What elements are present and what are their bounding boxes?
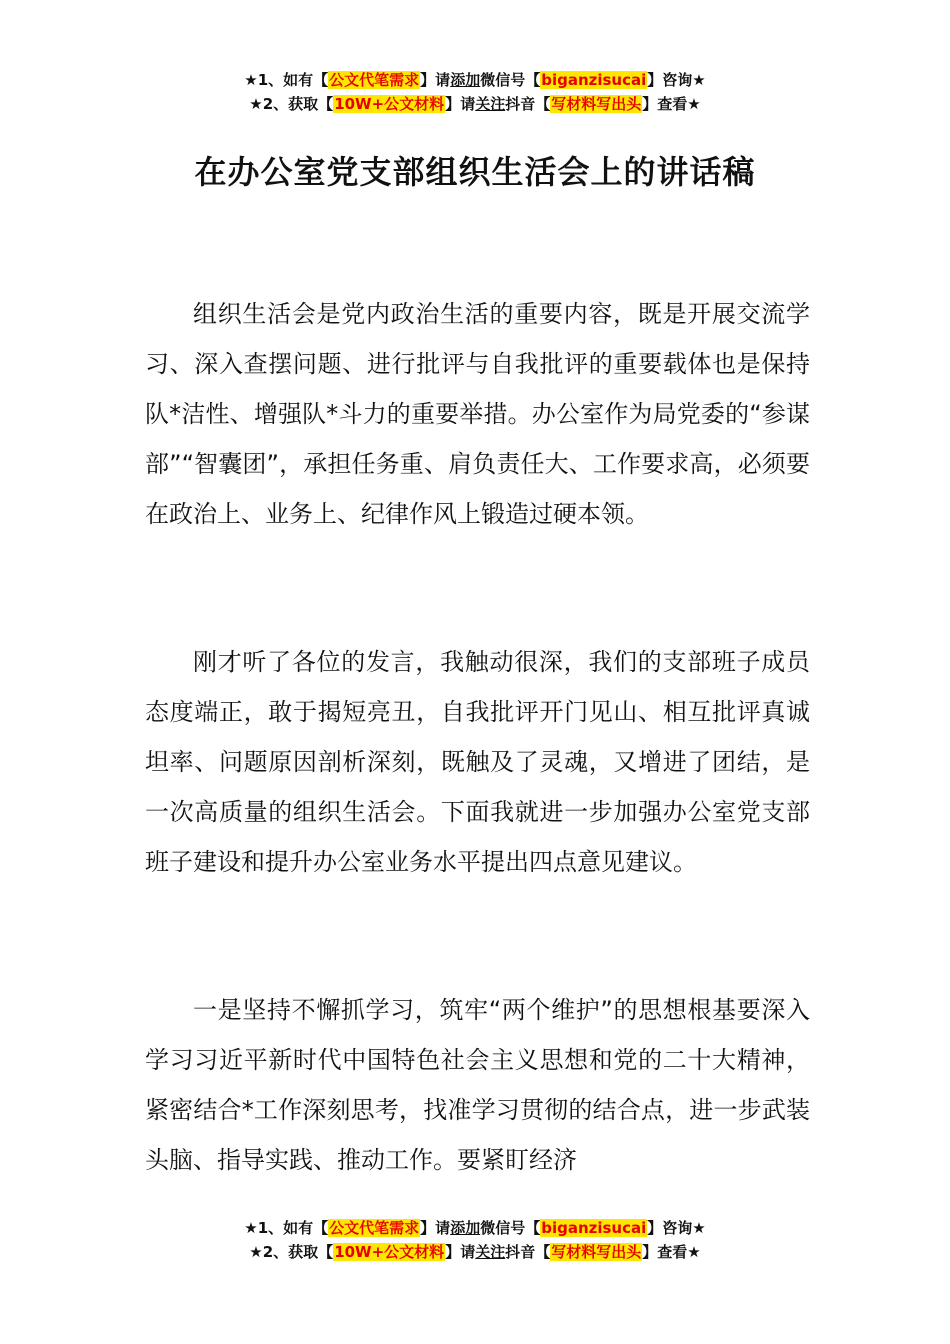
footer-line-2-mid: 】请 [445, 1243, 476, 1261]
header-line-1-mid: 】请 [420, 71, 451, 89]
header-highlight-wechat: biganzisucai [541, 71, 647, 89]
footer-line-2-suffix: 】查看★ [642, 1243, 701, 1261]
footer-underlined-add: 添加 [450, 1219, 481, 1237]
header-line-2-suffix: 】查看★ [642, 95, 701, 113]
footer-line-1-suffix: 】咨询★ [647, 1219, 706, 1237]
footer-highlight-wechat: biganzisucai [541, 1219, 647, 1237]
footer-highlight-materials: 10W+公文材料 [334, 1243, 445, 1261]
paragraph-2: 刚才听了各位的发言，我触动很深，我们的支部班子成员态度端正，敢于揭短亮丑，自我批评开门见山、相互批评真诚坦率、问题原因剖析深刻，既触及了灵魂，又增进了团结，是一次高质量的组织生活会。下面我就进一步加强办公室党支部班子建设和提升办公室业务水平提出四点意见建议。 [145, 648, 810, 876]
header-highlight-douyin: 写材料写出头 [551, 95, 642, 113]
footer-line-1-mid2: 微信号【 [480, 1219, 541, 1237]
footer-line-1 [0, 1216, 950, 1240]
header-line-1-prefix: ★1、如有【 [244, 71, 329, 89]
header-line-1-mid2: 微信号【 [480, 71, 541, 89]
footer-banner [0, 1216, 950, 1264]
footer-line-1-prefix: ★1、如有【 [244, 1219, 329, 1237]
document-title: 在办公室党支部组织生活会上的讲话稿 [194, 153, 756, 191]
footer-line-2-prefix: ★2、获取【 [249, 1243, 334, 1261]
header-line-2-mid2: 抖音【 [505, 95, 551, 113]
footer-line-2 [0, 1240, 950, 1264]
header-line-2 [0, 92, 950, 116]
footer-highlight-douyin: 写材料写出头 [551, 1243, 642, 1261]
header-banner [0, 68, 950, 116]
footer-line-1-mid: 】请 [420, 1219, 451, 1237]
header-line-1 [0, 68, 950, 92]
header-highlight-service: 公文代笔需求 [329, 71, 420, 89]
paragraph-1: 组织生活会是党内政治生活的重要内容，既是开展交流学习、深入查摆问题、进行批评与自我批评的重要载体也是保持队*洁性、增强队*斗力的重要举措。办公室作为局党委的“参谋部”“智囊团”，承担任务重、肩负责任大、工作要求高，必须要在政治上、业务上、纪律作风上锻造过硬本领。 [145, 300, 810, 528]
paragraph-3: 一是坚持不懈抓学习，筑牢“两个维护”的思想根基要深入学习习近平新时代中国特色社会主义思想和党的二十大精神，紧密结合*工作深刻思考，找准学习贯彻的结合点，进一步武装头脑、指导实践、推动工作。要紧盯经济 [145, 996, 810, 1174]
header-line-1-suffix: 】咨询★ [647, 71, 706, 89]
header-underlined-follow: 关注 [475, 95, 506, 113]
header-highlight-materials: 10W+公文材料 [334, 95, 445, 113]
footer-highlight-service: 公文代笔需求 [329, 1219, 420, 1237]
header-line-2-mid: 】请 [445, 95, 476, 113]
footer-underlined-follow: 关注 [475, 1243, 506, 1261]
header-underlined-add: 添加 [450, 71, 481, 89]
footer-line-2-mid2: 抖音【 [505, 1243, 551, 1261]
header-line-2-prefix: ★2、获取【 [249, 95, 334, 113]
